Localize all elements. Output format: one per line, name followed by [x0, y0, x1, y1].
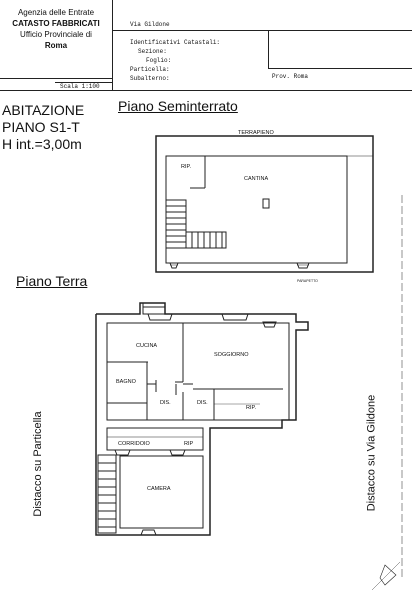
identifiers-title: Identificativi Catastali:	[130, 39, 221, 46]
label-bagno: BAGNO	[116, 379, 136, 385]
label-cantina: CANTINA	[244, 176, 269, 182]
sezione-label: Sezione:	[138, 48, 167, 55]
province-label: Prov. Roma	[272, 73, 309, 80]
unit-floors: PIANO S1-T	[2, 119, 80, 135]
subalterno-label: Subalterno:	[130, 75, 170, 82]
office-city: Roma	[44, 41, 68, 50]
basement-title: Piano Seminterrato	[118, 98, 238, 114]
label-dis-1: DIS.	[160, 400, 171, 406]
scale-label: Scala 1:100	[60, 83, 100, 90]
distance-left-label: Distacco su Particella	[32, 411, 44, 517]
label-rip: RIP.	[246, 405, 256, 411]
foglio-label: Foglio:	[146, 57, 172, 64]
address-label: Via Gildone	[130, 21, 170, 28]
unit-type: ABITAZIONE	[2, 102, 85, 118]
label-soggiorno: SOGGIORNO	[214, 352, 249, 358]
distance-right-label: Distacco su Via Gildone	[365, 394, 378, 512]
agency-name: Agenzia delle Entrate	[17, 8, 95, 17]
unit-height: H int.=3,00m	[2, 136, 82, 152]
label-basement-rip: RIP.	[181, 164, 191, 170]
label-parapetto: PARAPETTO	[297, 279, 318, 283]
ground-title: Piano Terra	[16, 273, 88, 289]
label-cucina: CUCINA	[136, 343, 158, 349]
label-terrapieno: TERRAPIENO	[238, 130, 274, 136]
catasto-title: CATASTO FABBRICATI	[12, 19, 100, 28]
label-corridoio: CORRIDOIO	[118, 441, 150, 447]
label-rip-2: RIP	[184, 441, 194, 447]
label-camera: CAMERA	[147, 486, 171, 492]
label-dis-2: DIS.	[197, 400, 208, 406]
office-name: Ufficio Provinciale di	[20, 30, 92, 39]
particella-label: Particella:	[130, 66, 170, 73]
